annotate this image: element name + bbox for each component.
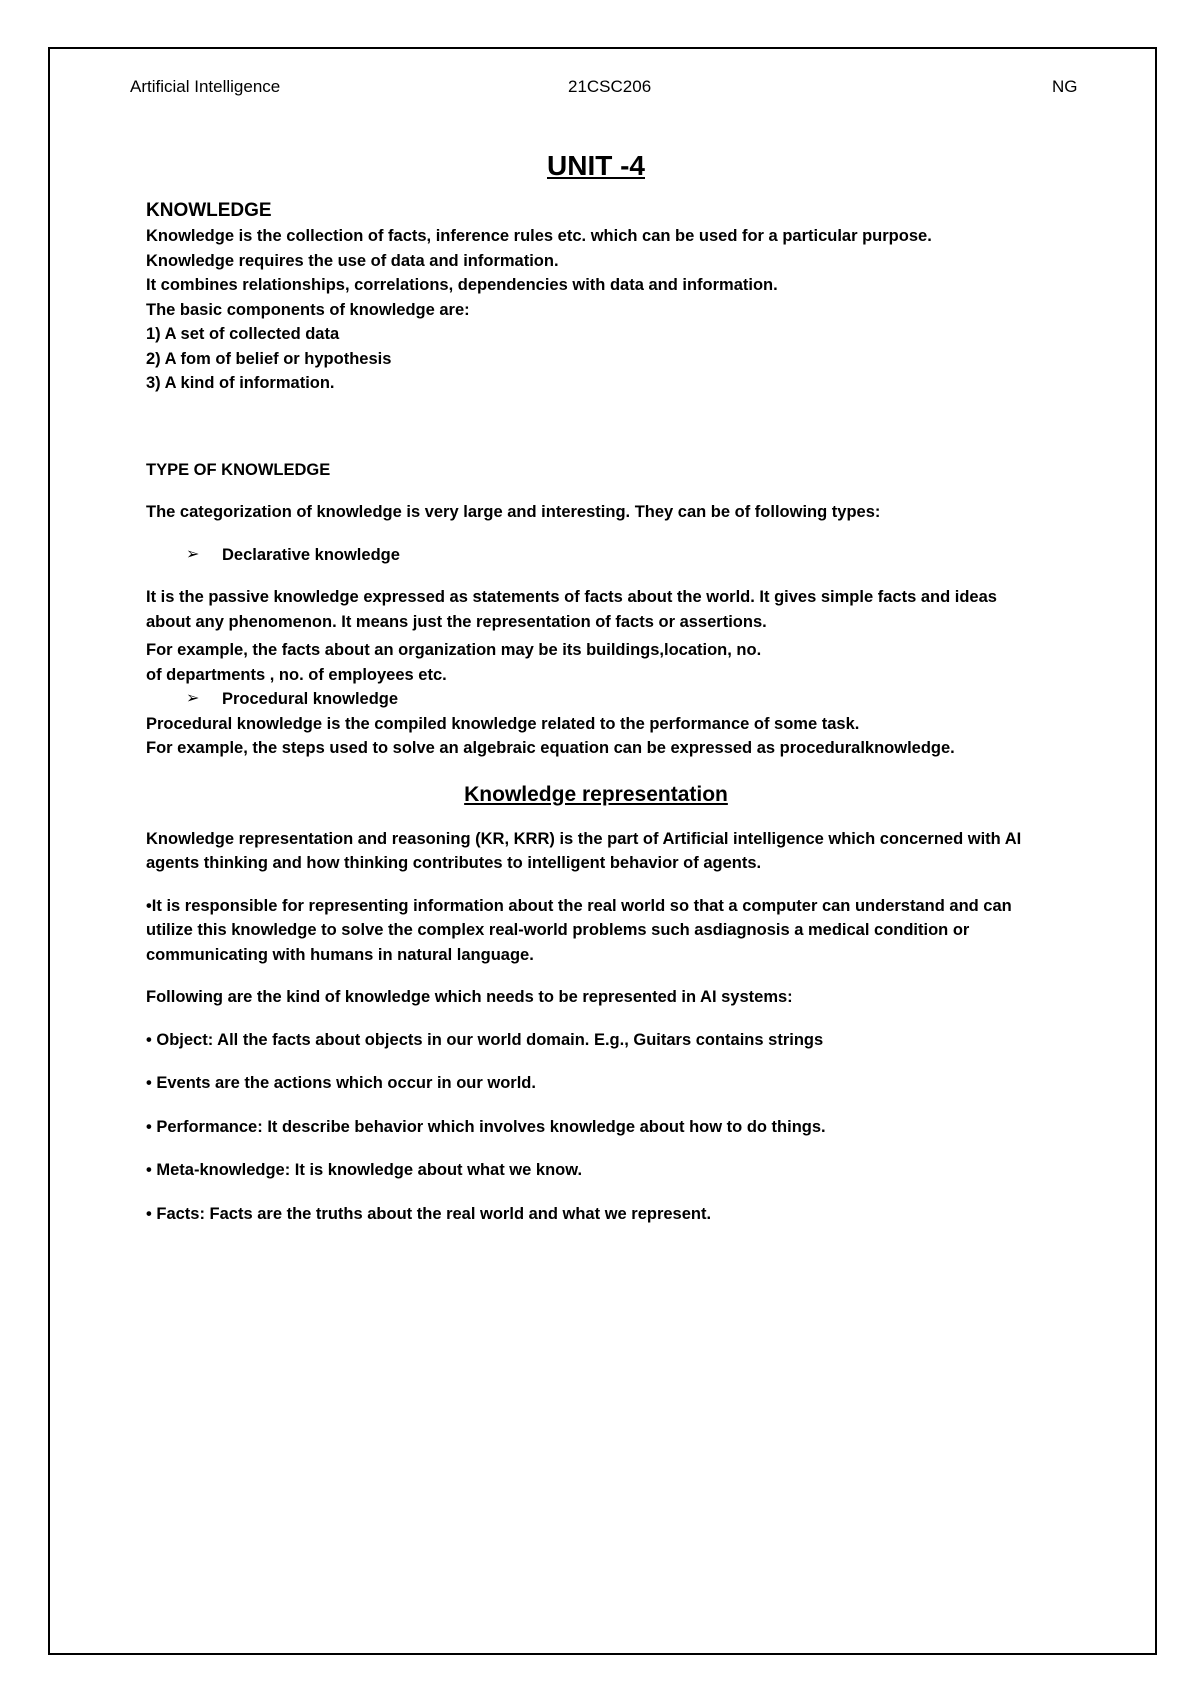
header-author-initials: NG xyxy=(1052,77,1078,96)
procedural-example: For example, the steps used to solve an algebraic equation can be expressed as proceduralknowledge. xyxy=(146,739,955,757)
types-intro: The categorization of knowledge is very large and interesting. They can be of following types: xyxy=(146,503,881,521)
arrow-bullet-icon: ➢ xyxy=(186,545,200,563)
representation-heading: Knowledge representation xyxy=(464,782,728,806)
document-body xyxy=(146,148,1046,1245)
knowledge-line: It combines relationships, correlations, dependencies with data and information. xyxy=(146,276,778,294)
knowledge-line: The basic components of knowledge are: xyxy=(146,300,470,319)
procedural-description: Procedural knowledge is the compiled knowledge related to the performance of some task. xyxy=(146,714,860,733)
list-item: • Facts: Facts are the truths about the real world and what we represent. xyxy=(146,1204,712,1223)
list-item: • Events are the actions which occur in our world. xyxy=(146,1074,536,1092)
knowledge-heading: KNOWLEDGE xyxy=(146,200,272,221)
page-header xyxy=(0,77,1200,99)
list-item: • Meta-knowledge: It is knowledge about what we know. xyxy=(146,1161,583,1179)
declarative-example: of departments , no. of employees etc. xyxy=(146,665,447,684)
types-heading: TYPE OF KNOWLEDGE xyxy=(146,460,331,479)
procedural-label: Procedural knowledge xyxy=(222,690,399,708)
knowledge-component-item: 1) A set of collected data xyxy=(146,325,340,343)
representation-list-intro: Following are the kind of knowledge which needs to be represented in AI systems: xyxy=(146,988,793,1006)
declarative-label: Declarative knowledge xyxy=(222,545,400,564)
knowledge-component-item: 2) A fom of belief or hypothesis xyxy=(146,349,392,368)
knowledge-component-item: 3) A kind of information. xyxy=(146,374,335,392)
header-course-code: 21CSC206 xyxy=(568,77,652,96)
list-item: • Performance: It describe behavior which involves knowledge about how to do things. xyxy=(146,1117,826,1136)
knowledge-line: Knowledge requires the use of data and information. xyxy=(146,251,559,270)
declarative-description: It is the passive knowledge expressed as statements of facts about the world. It gives simple facts and ideas about any phenomenon. It means just the representation of facts or assertions. xyxy=(146,588,997,631)
list-item: • Object: All the facts about objects in our world domain. E.g., Guitars contains strings xyxy=(146,1030,824,1049)
representation-responsibility: •It is responsible for representing information about the real world so that a computer can understand and can utilize this knowledge to solve the complex real-world problems such asdiagnosis a medical condition or communicating with humans in natural language. xyxy=(146,896,1012,964)
declarative-example: For example, the facts about an organization may be its buildings,location, no. xyxy=(146,641,762,659)
declarative-bullet xyxy=(186,543,1046,568)
knowledge-line: Knowledge is the collection of facts, inference rules etc. which can be used for a particular purpose. xyxy=(146,227,932,245)
arrow-bullet-icon: ➢ xyxy=(186,690,200,707)
representation-intro: Knowledge representation and reasoning (KR, KRR) is the part of Artificial intelligence which concerned with AI agents thinking and how thinking contributes to intelligent behavior of agents. xyxy=(146,829,1022,872)
header-course-name: Artificial Intelligence xyxy=(130,77,281,96)
page-title: UNIT -4 xyxy=(547,150,645,181)
procedural-bullet xyxy=(186,687,1046,712)
